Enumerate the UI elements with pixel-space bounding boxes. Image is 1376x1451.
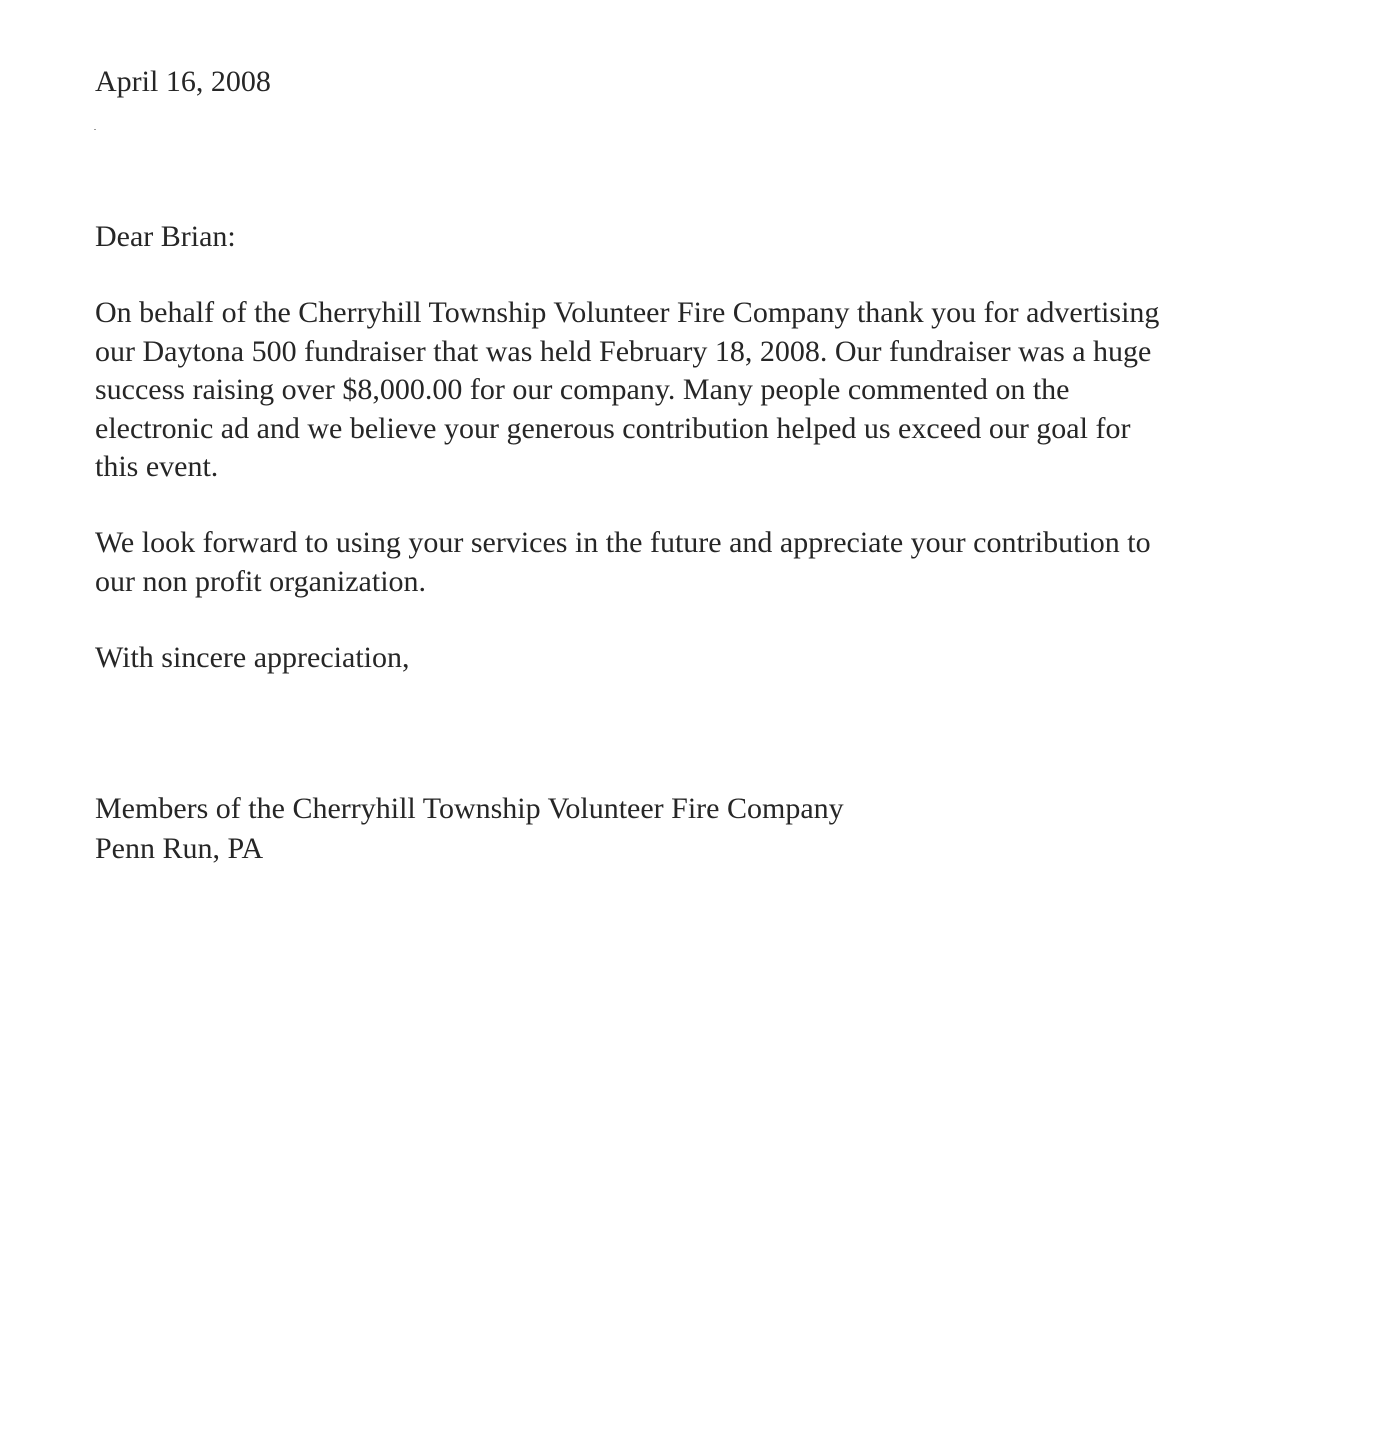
letter-paragraph-1	[95, 294, 1159, 487]
paragraph-line: electronic ad and we believe your generous contribution helped us exceed our goal for	[95, 411, 1131, 445]
letter-closing: With sincere appreciation,	[95, 641, 410, 674]
scan-speck	[94, 129, 96, 130]
paragraph-line: our Daytona 500 fundraiser that was held February 18, 2008. Our fundraiser was a huge	[95, 334, 1152, 368]
letter-salutation: Dear Brian:	[95, 220, 236, 253]
paragraph-line: We look forward to using your services in the future and appreciate your contribution to	[95, 526, 1151, 559]
paragraph-line: On behalf of the Cherryhill Township Volunteer Fire Company thank you for advertising	[95, 296, 1160, 329]
paragraph-line: our non profit organization.	[95, 564, 427, 598]
letter-date: April 16, 2008	[95, 65, 271, 98]
signature-location: Penn Run, PA	[95, 832, 264, 865]
paragraph-line: this event.	[95, 450, 219, 483]
paragraph-line: success raising over $8,000.00 for our company. Many people commented on the	[95, 373, 1070, 406]
signature-organization: Members of the Cherryhill Township Volunteer Fire Company	[95, 792, 844, 825]
letter-paragraph-2	[95, 524, 1151, 601]
